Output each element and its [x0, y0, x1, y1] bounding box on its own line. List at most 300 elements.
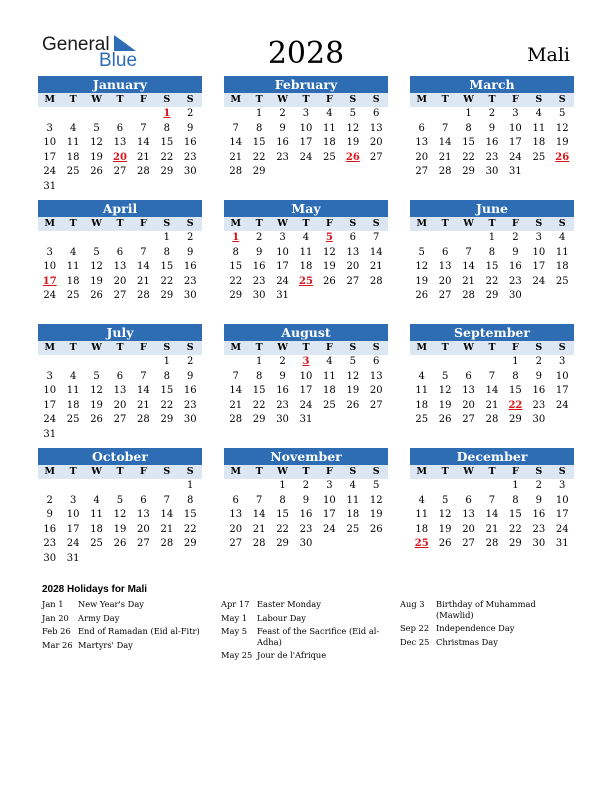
holiday-column: [400, 599, 566, 650]
day-cell: 5: [116, 494, 124, 506]
holiday-row: [221, 599, 387, 610]
day-cell: 5: [418, 246, 425, 258]
day-cell: 7: [255, 494, 263, 506]
day-cell: 13: [462, 385, 475, 396]
day-cell: 7: [488, 370, 496, 382]
day-cell: 23: [299, 523, 313, 535]
day-cell: 10: [532, 246, 546, 258]
day-cell: 2: [46, 494, 53, 506]
month-september: [410, 324, 574, 428]
day-cell: 27: [229, 538, 243, 549]
weekday-header: F: [504, 341, 527, 355]
empty-cell: [61, 107, 84, 122]
weekday-header: S: [155, 465, 178, 479]
day-cell: 4: [326, 108, 333, 119]
day-cell: 8: [163, 370, 170, 382]
day-cell: 13: [346, 246, 360, 258]
holiday-row: [221, 626, 387, 647]
day-cell: 9: [187, 370, 194, 382]
day-cell: 7: [232, 122, 239, 134]
day-cell: 10: [299, 122, 313, 134]
day-cell: 16: [276, 385, 289, 396]
day-cell: 10: [555, 370, 569, 382]
day-cell: 8: [488, 246, 496, 258]
weekday-header: M: [38, 93, 61, 107]
day-cell: 21: [137, 399, 150, 411]
day-cell: 21: [485, 523, 499, 535]
day-cell: 6: [116, 246, 124, 258]
day-grid: [224, 93, 388, 180]
weekday-header: T: [294, 93, 317, 107]
day-cell: 11: [66, 385, 80, 396]
day-cell: 7: [441, 122, 449, 134]
day-cell: 8: [465, 122, 472, 134]
day-cell: 26: [438, 414, 452, 425]
day-cell: 17: [555, 385, 569, 396]
day-cell: 11: [415, 509, 429, 520]
month-july: [38, 324, 202, 442]
day-cell: 15: [160, 261, 174, 272]
day-cell: 9: [255, 246, 263, 258]
holiday-column: [42, 599, 208, 653]
weekday-header: W: [85, 341, 108, 355]
weekday-header: S: [179, 341, 202, 355]
day-cell: 12: [346, 370, 360, 382]
day-cell: 14: [485, 385, 499, 396]
day-cell: 27: [346, 275, 360, 287]
day-cell: 27: [113, 414, 127, 425]
weekday-header: M: [38, 465, 61, 479]
weekday-header: W: [85, 217, 108, 231]
empty-cell: [38, 355, 61, 370]
weekday-header: M: [38, 341, 61, 355]
day-cell: 30: [276, 414, 289, 425]
month-june: [410, 200, 574, 304]
weekday-header: S: [155, 217, 178, 231]
day-cell: 20: [113, 275, 127, 287]
day-cell: 22: [160, 275, 174, 287]
day-cell: 17: [66, 523, 80, 535]
weekday-header: T: [61, 465, 84, 479]
holiday-name: End of Ramadan (Eid al-Fitr): [78, 626, 200, 636]
day-cell: 25: [90, 538, 103, 549]
day-cell: 27: [369, 151, 383, 163]
empty-cell: [61, 355, 84, 370]
day-cell: 17: [555, 509, 569, 520]
weekday-header: T: [480, 465, 503, 479]
day-cell: 17: [299, 137, 313, 148]
month-title: July: [38, 324, 202, 341]
weekday-header: F: [504, 465, 527, 479]
day-cell: 15: [276, 509, 289, 520]
day-cell: 16: [485, 137, 499, 148]
day-cell: 25: [555, 275, 569, 287]
day-cell: 26: [90, 414, 103, 425]
month-title: January: [38, 76, 202, 93]
day-cell: 26: [415, 290, 429, 301]
day-cell: 21: [229, 151, 243, 163]
weekday-header: M: [410, 93, 433, 107]
day-cell: 5: [93, 370, 100, 382]
day-cell: 19: [555, 137, 569, 148]
day-cell: 11: [555, 246, 569, 258]
holiday-row: [221, 650, 387, 661]
day-cell: 7: [488, 494, 496, 506]
empty-cell: [457, 355, 480, 370]
day-cell: 12: [113, 509, 127, 520]
day-cell: 5: [441, 494, 449, 506]
day-cell: 2: [187, 108, 194, 119]
day-cell: 9: [488, 122, 496, 134]
day-cell: 1: [465, 108, 472, 119]
weekday-header: S: [341, 217, 364, 231]
holiday-date: Jan 1: [42, 599, 64, 609]
day-cell: 4: [302, 232, 310, 243]
day-cell: 14: [137, 137, 150, 148]
day-cell: 2: [535, 356, 542, 367]
day-cell: 28: [160, 538, 174, 549]
empty-cell: [224, 355, 247, 370]
day-cell: 10: [509, 122, 522, 134]
weekday-header: S: [341, 465, 364, 479]
weekday-header: M: [38, 217, 61, 231]
day-cell: 8: [232, 246, 239, 258]
day-cell: 15: [485, 261, 499, 272]
day-cell: 1: [187, 480, 194, 491]
day-cell: 30: [509, 290, 522, 301]
holiday-day-cell: 26: [555, 151, 570, 163]
day-cell: 22: [462, 151, 475, 163]
day-cell: 23: [183, 399, 197, 411]
weekday-header: S: [527, 465, 550, 479]
day-cell: 15: [229, 261, 243, 272]
holiday-date: Sep 22: [400, 623, 430, 633]
day-cell: 27: [415, 166, 429, 177]
day-cell: 18: [66, 151, 80, 163]
day-cell: 28: [229, 414, 243, 425]
day-grid: [224, 217, 388, 304]
day-cell: 29: [229, 290, 243, 301]
weekday-header: T: [247, 341, 270, 355]
day-cell: 10: [276, 246, 289, 258]
weekday-header: F: [132, 465, 155, 479]
weekday-header: T: [433, 217, 456, 231]
day-cell: 13: [369, 370, 383, 382]
day-cell: 20: [462, 523, 475, 535]
day-cell: 16: [252, 261, 266, 272]
day-cell: 28: [462, 290, 475, 301]
day-cell: 30: [252, 290, 266, 301]
day-cell: 15: [509, 509, 522, 520]
empty-cell: [224, 107, 247, 122]
holiday-name: Labour Day: [257, 612, 306, 623]
day-cell: 19: [415, 275, 429, 287]
month-title: November: [224, 448, 388, 465]
weekday-header: S: [551, 217, 574, 231]
weekday-header: W: [271, 341, 294, 355]
day-cell: 18: [415, 399, 429, 411]
day-cell: 5: [349, 108, 356, 119]
day-cell: 6: [116, 122, 124, 134]
day-cell: 23: [252, 275, 266, 287]
day-cell: 11: [346, 494, 360, 506]
day-grid: [224, 341, 388, 428]
day-cell: 13: [369, 122, 383, 134]
day-cell: 3: [279, 232, 286, 243]
day-cell: 22: [252, 399, 266, 411]
month-title: September: [410, 324, 574, 341]
holiday-name: Easter Monday: [257, 599, 321, 609]
day-cell: 5: [441, 370, 449, 382]
day-cell: 2: [302, 480, 310, 491]
day-cell: 2: [187, 232, 194, 243]
day-cell: 23: [276, 399, 289, 411]
day-cell: 1: [163, 232, 170, 243]
day-cell: 11: [66, 137, 80, 148]
day-cell: 10: [43, 261, 57, 272]
day-cell: 22: [509, 523, 522, 535]
empty-cell: [132, 107, 155, 122]
month-title: March: [410, 76, 574, 93]
day-cell: 1: [255, 356, 263, 367]
holiday-column: [221, 599, 387, 664]
day-cell: 10: [43, 385, 57, 396]
day-cell: 19: [346, 385, 360, 396]
day-cell: 28: [229, 166, 243, 177]
day-cell: 13: [462, 509, 475, 520]
day-cell: 23: [183, 275, 197, 287]
day-cell: 4: [418, 494, 425, 506]
day-cell: 28: [137, 414, 150, 425]
day-cell: 15: [462, 137, 475, 148]
day-grid: [38, 93, 202, 194]
day-cell: 8: [512, 494, 519, 506]
day-cell: 28: [252, 538, 266, 549]
day-cell: 3: [46, 370, 53, 382]
day-cell: 15: [252, 385, 266, 396]
day-cell: 30: [532, 414, 546, 425]
day-cell: 21: [252, 523, 266, 535]
weekday-header: T: [108, 93, 131, 107]
day-cell: 26: [346, 399, 360, 411]
weekday-header: T: [433, 341, 456, 355]
weekday-header: F: [132, 217, 155, 231]
day-cell: 27: [438, 290, 452, 301]
day-cell: 30: [532, 538, 546, 549]
day-cell: 2: [279, 356, 286, 367]
day-cell: 2: [279, 108, 286, 119]
weekday-header: F: [132, 93, 155, 107]
empty-cell: [480, 355, 503, 370]
day-cell: 14: [137, 261, 150, 272]
month-title: May: [224, 200, 388, 217]
day-cell: 16: [276, 137, 289, 148]
day-cell: 3: [559, 356, 566, 367]
day-cell: 10: [323, 494, 336, 506]
holiday-date: Mar 26: [42, 639, 73, 650]
day-cell: 4: [559, 232, 566, 243]
day-cell: 15: [160, 137, 174, 148]
day-cell: 23: [276, 151, 289, 163]
day-cell: 8: [279, 494, 286, 506]
day-cell: 26: [323, 275, 336, 287]
weekday-header: F: [504, 217, 527, 231]
day-cell: 19: [369, 509, 383, 520]
day-cell: 31: [276, 290, 289, 301]
month-august: [224, 324, 388, 428]
day-cell: 4: [69, 370, 77, 382]
day-cell: 11: [415, 385, 429, 396]
day-cell: 27: [113, 166, 127, 177]
day-cell: 5: [559, 108, 566, 119]
day-cell: 24: [43, 414, 57, 425]
day-cell: 9: [279, 370, 286, 382]
weekday-header: S: [365, 93, 388, 107]
day-cell: 16: [299, 509, 313, 520]
day-cell: 20: [346, 261, 360, 272]
weekday-header: M: [224, 465, 247, 479]
empty-cell: [410, 231, 433, 246]
day-cell: 18: [66, 399, 80, 411]
day-cell: 7: [373, 232, 380, 243]
day-cell: 4: [93, 494, 100, 506]
weekday-header: F: [318, 93, 341, 107]
day-cell: 21: [137, 151, 150, 163]
day-cell: 7: [140, 370, 147, 382]
day-cell: 13: [229, 509, 243, 520]
month-title: February: [224, 76, 388, 93]
weekday-header: W: [85, 465, 108, 479]
empty-cell: [38, 107, 61, 122]
holiday-row: [42, 626, 208, 637]
empty-cell: [38, 479, 61, 494]
day-cell: 9: [535, 494, 542, 506]
day-cell: 24: [43, 290, 57, 301]
day-cell: 25: [532, 151, 546, 163]
day-cell: 17: [509, 137, 522, 148]
day-cell: 6: [349, 232, 356, 243]
day-cell: 27: [462, 538, 475, 549]
day-cell: 29: [160, 414, 174, 425]
day-cell: 20: [438, 275, 452, 287]
month-title: April: [38, 200, 202, 217]
day-cell: 14: [137, 385, 150, 396]
day-cell: 3: [326, 480, 333, 491]
day-cell: 27: [462, 414, 475, 425]
day-cell: 12: [369, 494, 383, 506]
day-cell: 30: [183, 414, 197, 425]
day-cell: 22: [276, 523, 289, 535]
empty-cell: [38, 231, 61, 246]
day-cell: 15: [252, 137, 266, 148]
holiday-row: [42, 640, 208, 651]
holiday-name: Jour de l'Afrique: [257, 650, 327, 660]
day-cell: 24: [509, 151, 522, 163]
day-cell: 11: [66, 261, 80, 272]
holiday-day-cell: 3: [302, 356, 310, 367]
empty-cell: [85, 231, 108, 246]
day-cell: 16: [532, 509, 546, 520]
empty-cell: [433, 355, 456, 370]
weekday-header: W: [271, 465, 294, 479]
weekday-header: S: [155, 93, 178, 107]
day-cell: 18: [532, 137, 546, 148]
day-cell: 15: [160, 385, 174, 396]
day-cell: 10: [43, 137, 57, 148]
day-cell: 5: [93, 122, 100, 134]
day-cell: 29: [276, 538, 289, 549]
day-cell: 29: [252, 414, 266, 425]
weekday-header: S: [179, 465, 202, 479]
day-cell: 19: [113, 523, 127, 535]
day-cell: 29: [252, 166, 266, 177]
day-cell: 6: [465, 494, 472, 506]
empty-cell: [61, 231, 84, 246]
day-cell: 6: [373, 108, 380, 119]
weekday-header: S: [341, 341, 364, 355]
day-cell: 13: [137, 509, 150, 520]
day-cell: 7: [163, 494, 170, 506]
day-grid: [38, 217, 202, 304]
day-cell: 24: [43, 166, 57, 177]
day-cell: 31: [43, 428, 57, 440]
day-cell: 3: [559, 480, 566, 491]
day-cell: 25: [415, 414, 429, 425]
day-cell: 4: [69, 246, 77, 258]
day-cell: 28: [137, 166, 150, 177]
day-cell: 4: [535, 108, 542, 119]
day-cell: 25: [346, 523, 360, 535]
weekday-header: M: [224, 341, 247, 355]
day-cell: 12: [438, 509, 452, 520]
day-cell: 20: [137, 523, 150, 535]
day-cell: 3: [46, 246, 53, 258]
day-cell: 12: [90, 261, 103, 272]
empty-cell: [108, 231, 131, 246]
day-cell: 29: [160, 290, 174, 301]
day-cell: 26: [113, 538, 127, 549]
day-cell: 12: [346, 122, 360, 134]
day-cell: 8: [163, 122, 170, 134]
day-cell: 21: [160, 523, 174, 535]
holiday-day-cell: 17: [42, 275, 57, 287]
day-cell: 7: [140, 246, 147, 258]
weekday-header: T: [294, 465, 317, 479]
day-cell: 14: [229, 385, 243, 396]
weekday-header: T: [61, 341, 84, 355]
weekday-header: T: [480, 341, 503, 355]
day-cell: 12: [555, 122, 569, 134]
day-cell: 21: [462, 275, 475, 287]
day-cell: 1: [163, 356, 170, 367]
holidays-title: 2028 Holidays for Mali: [42, 584, 148, 595]
day-cell: 30: [183, 166, 197, 177]
calendar-year: 2028: [267, 36, 345, 71]
day-cell: 31: [555, 538, 569, 549]
day-cell: 4: [326, 356, 333, 367]
holiday-name: New Year's Day: [78, 599, 144, 609]
holiday-date: Jan 20: [42, 612, 69, 623]
day-cell: 17: [43, 399, 57, 411]
holiday-date: Apr 17: [221, 599, 250, 609]
empty-cell: [155, 479, 178, 494]
empty-cell: [457, 231, 480, 246]
day-cell: 23: [485, 151, 499, 163]
day-cell: 24: [299, 399, 313, 411]
weekday-header: S: [365, 341, 388, 355]
day-cell: 14: [485, 509, 499, 520]
holiday-day-cell: 26: [345, 151, 360, 163]
